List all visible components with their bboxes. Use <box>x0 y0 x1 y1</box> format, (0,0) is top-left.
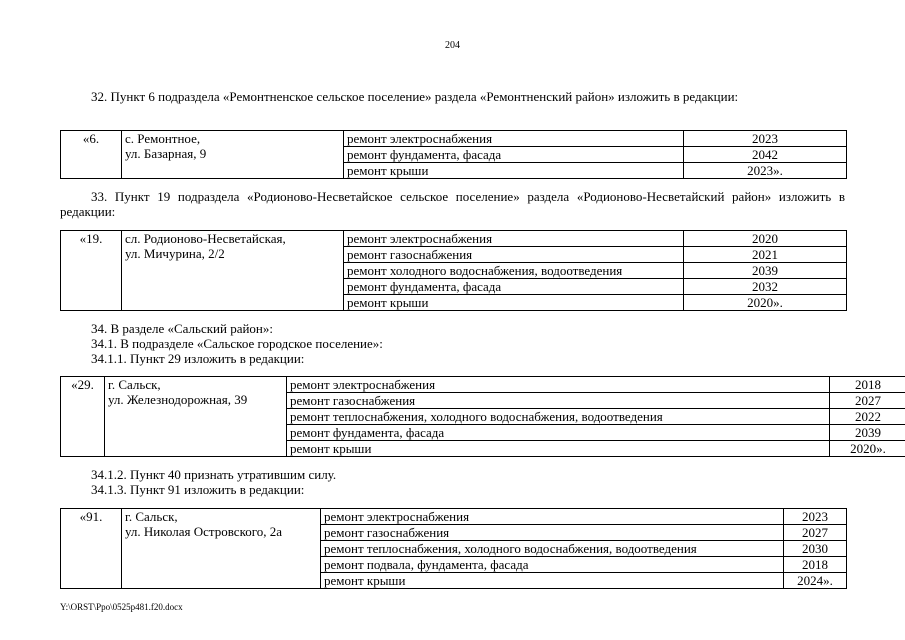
year-cell: 2027 <box>784 525 847 541</box>
work-cell: ремонт газоснабжения <box>287 393 830 409</box>
section-34-1-heading: 34.1. В подразделе «Сальское городское поселение»: <box>91 336 383 351</box>
year-cell: 2039 <box>830 425 905 441</box>
work-cell: ремонт газоснабжения <box>321 525 784 541</box>
year-cell: 2042 <box>684 147 847 163</box>
section-34-1-1-heading: 34.1.1. Пункт 29 изложить в редакции: <box>91 351 305 366</box>
table-section-32 <box>60 130 847 179</box>
work-cell: ремонт крыши <box>344 163 684 179</box>
page-number: 204 <box>445 40 460 51</box>
work-cell: ремонт подвала, фундамента, фасада <box>321 557 784 573</box>
work-cell: ремонт фундамента, фасада <box>344 147 684 163</box>
work-cell: ремонт электроснабжения <box>344 231 684 247</box>
work-cell: ремонт крыши <box>321 573 784 589</box>
year-cell: 2018 <box>784 557 847 573</box>
year-cell: 2032 <box>684 279 847 295</box>
year-cell: 2020». <box>684 295 847 311</box>
year-cell: 2023 <box>684 131 847 147</box>
year-cell: 2018 <box>830 377 905 393</box>
entry-location: г. Сальск, ул. Николая Островского, 2а <box>122 509 321 589</box>
section-34-heading: 34. В разделе «Сальский район»: <box>91 321 273 336</box>
year-cell: 2027 <box>830 393 905 409</box>
work-cell: ремонт крыши <box>344 295 684 311</box>
section-34-1-2-heading: 34.1.2. Пункт 40 признать утратившим силу. <box>91 467 337 482</box>
work-cell: ремонт фундамента, фасада <box>344 279 684 295</box>
table-row <box>61 377 905 393</box>
table-row <box>61 231 847 247</box>
year-cell: 2039 <box>684 263 847 279</box>
year-cell: 2030 <box>784 541 847 557</box>
work-cell: ремонт электроснабжения <box>344 131 684 147</box>
work-cell: ремонт холодного водоснабжения, водоотведения <box>344 263 684 279</box>
entry-number: «19. <box>61 231 122 311</box>
work-cell: ремонт теплоснабжения, холодного водоснабжения, водоотведения <box>287 409 830 425</box>
year-cell: 2022 <box>830 409 905 425</box>
year-cell: 2023 <box>784 509 847 525</box>
work-cell: ремонт фундамента, фасада <box>287 425 830 441</box>
year-cell: 2024». <box>784 573 847 589</box>
entry-location: с. Ремонтное, ул. Базарная, 9 <box>122 131 344 179</box>
work-cell: ремонт крыши <box>287 441 830 457</box>
table-section-34-1-3 <box>60 508 847 589</box>
section-34-1-3-heading: 34.1.3. Пункт 91 изложить в редакции: <box>91 482 305 497</box>
entry-number: «29. <box>61 377 105 457</box>
year-cell: 2023». <box>684 163 847 179</box>
work-cell: ремонт электроснабжения <box>287 377 830 393</box>
entry-number: «6. <box>61 131 122 179</box>
table-row <box>61 131 847 147</box>
entry-location: сл. Родионово-Несветайская, ул. Мичурина, 2/2 <box>122 231 344 311</box>
work-cell: ремонт газоснабжения <box>344 247 684 263</box>
year-cell: 2020». <box>830 441 905 457</box>
year-cell: 2021 <box>684 247 847 263</box>
entry-number: «91. <box>61 509 122 589</box>
section-32-heading: 32. Пункт 6 подраздела «Ремонтненское сельское поселение» раздела «Ремонтненский район» изложить в редакции: <box>91 89 739 104</box>
year-cell: 2020 <box>684 231 847 247</box>
entry-location: г. Сальск, ул. Железнодорожная, 39 <box>105 377 287 457</box>
table-section-34-1-1 <box>60 376 905 457</box>
work-cell: ремонт электроснабжения <box>321 509 784 525</box>
table-section-33 <box>60 230 847 311</box>
table-row <box>61 509 847 525</box>
footer-file-path: Y:\ORST\Ppo\0525p481.f20.docx <box>60 602 183 612</box>
section-33-heading: 33. Пункт 19 подраздела «Родионово-Несветайское сельское поселение» раздела «Родионово-Несветайский район» изложить в редакции: <box>60 189 845 219</box>
work-cell: ремонт теплоснабжения, холодного водоснабжения, водоотведения <box>321 541 784 557</box>
